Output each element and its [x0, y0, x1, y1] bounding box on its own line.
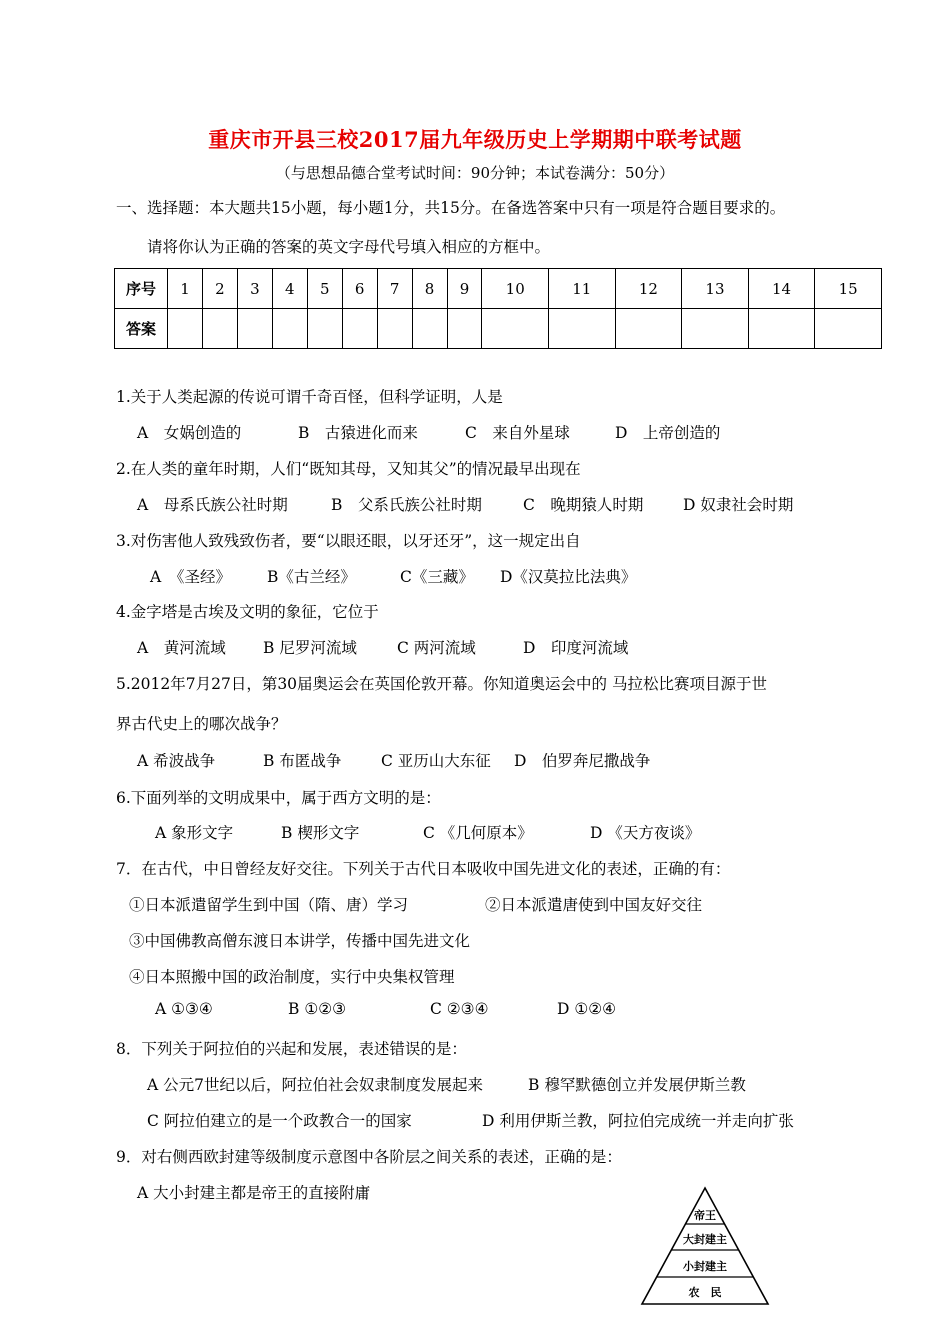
- question-8-option-a: A 公元7世纪以后，阿拉伯社会奴隶制度发展起来: [147, 1076, 483, 1094]
- answer-cell[interactable]: [682, 309, 749, 349]
- answer-table-number-label: 序号: [115, 269, 168, 309]
- answer-cell[interactable]: [202, 309, 237, 349]
- question-8-option-b: B 穆罕默德创立并发展伊斯兰教: [528, 1076, 746, 1094]
- answer-number: 2: [202, 269, 237, 309]
- question-5-stem-continued: 界古代史上的哪次战争？: [116, 715, 287, 733]
- answer-table-number-row: [115, 269, 882, 309]
- answer-number: 11: [549, 269, 616, 309]
- question-3-stem: 3.对伤害他人致残致伤者，要“以眼还眼，以牙还牙”，这一规定出自: [116, 532, 581, 550]
- answer-number: 10: [482, 269, 549, 309]
- question-6-option-d: D 《天方夜谈》: [590, 824, 701, 842]
- question-4-option-a: A 黄河流域: [137, 639, 226, 657]
- pyramid-level-small-lords: 小封建主: [683, 1260, 727, 1273]
- question-6-option-b: B 楔形文字: [281, 824, 360, 842]
- question-2-option-a: A 母系氏族公社时期: [137, 496, 288, 514]
- question-2-option-c: C 晚期猿人时期: [523, 496, 644, 514]
- answer-number: 4: [272, 269, 307, 309]
- question-1-option-b: B 古猿进化而来: [298, 424, 418, 442]
- answer-table: [114, 268, 882, 349]
- question-7-statement-1: ①日本派遣留学生到中国（隋、唐）学习: [129, 896, 409, 914]
- question-4-option-d: D 印度河流域: [523, 639, 629, 657]
- question-5-option-a: A 希波战争: [137, 752, 216, 770]
- answer-cell[interactable]: [237, 309, 272, 349]
- question-7-statement-3: ③中国佛教高僧东渡日本讲学，传播中国先进文化: [129, 932, 471, 950]
- answer-cell[interactable]: [815, 309, 882, 349]
- answer-number: 5: [307, 269, 342, 309]
- question-2-stem: 2.在人类的童年时期，人们“既知其母，又知其父”的情况最早出现在: [116, 460, 581, 478]
- question-1-option-a: A 女娲创造的: [137, 424, 242, 442]
- pyramid-level-great-lords: 大封建主: [683, 1233, 727, 1246]
- question-6-option-a: A 象形文字: [155, 824, 234, 842]
- answer-number: 3: [237, 269, 272, 309]
- answer-cell[interactable]: [307, 309, 342, 349]
- pyramid-level-emperor: 帝王: [694, 1209, 716, 1222]
- question-7-option-b: B ①②③: [288, 1000, 347, 1018]
- answer-cell[interactable]: [549, 309, 616, 349]
- exam-info: （与思想品德合堂考试时间：90分钟；本试卷满分：50分）: [275, 164, 675, 182]
- answer-table-answer-row: [115, 309, 882, 349]
- section-heading: 一、选择题：本大题共15小题，每小题1分，共15分。在备选答案中只有一项是符合题目要求的。: [116, 199, 786, 217]
- question-3-option-c: C《三藏》: [400, 568, 474, 586]
- question-7-statement-2: ②日本派遣唐使到中国友好交往: [485, 896, 703, 914]
- page-title: 重庆市开县三校2017届九年级历史上学期期中联考试题: [208, 127, 742, 152]
- question-3-option-b: B《古兰经》: [267, 568, 356, 586]
- question-4-option-b: B 尼罗河流域: [263, 639, 357, 657]
- question-4-option-c: C 两河流域: [397, 639, 476, 657]
- answer-number: 12: [615, 269, 682, 309]
- answer-number: 1: [168, 269, 203, 309]
- question-7-statement-4: ④日本照搬中国的政治制度，实行中央集权管理: [129, 968, 455, 986]
- question-8-option-d: D 利用伊斯兰教，阿拉伯完成统一并走向扩张: [482, 1112, 794, 1130]
- question-5-option-b: B 布匿战争: [263, 752, 342, 770]
- answer-number: 9: [447, 269, 482, 309]
- pyramid-level-peasants: 农 民: [688, 1286, 722, 1299]
- question-5-stem: 5.2012年7月27日，第30届奥运会在英国伦敦开幕。你知道奥运会中的 马拉松比赛项目源于世: [116, 675, 767, 693]
- question-7-stem: 7．在古代，中日曾经友好交往。下列关于古代日本吸收中国先进文化的表述，正确的有：: [116, 860, 731, 878]
- question-1-option-c: C 来自外星球: [465, 424, 570, 442]
- question-3-option-d: D《汉莫拉比法典》: [500, 568, 637, 586]
- question-3-option-a: A 《圣经》: [150, 568, 231, 586]
- answer-cell[interactable]: [168, 309, 203, 349]
- answer-number: 13: [682, 269, 749, 309]
- answer-cell[interactable]: [342, 309, 377, 349]
- question-5-option-c: C 亚历山大东征: [381, 752, 491, 770]
- question-4-stem: 4.金字塔是古埃及文明的象征，它位于: [116, 603, 379, 621]
- answer-table-answer-label: 答案: [115, 309, 168, 349]
- answer-cell[interactable]: [412, 309, 447, 349]
- question-7-option-c: C ②③④: [430, 1000, 489, 1018]
- answer-number: 7: [377, 269, 412, 309]
- answer-cell[interactable]: [377, 309, 412, 349]
- question-1-stem: 1.关于人类起源的传说可谓千奇百怪，但科学证明，人是: [116, 388, 503, 406]
- answer-number: 6: [342, 269, 377, 309]
- question-6-option-c: C 《几何原本》: [423, 824, 533, 842]
- answer-number: 14: [748, 269, 815, 309]
- question-8-option-c: C 阿拉伯建立的是一个政教合一的国家: [147, 1112, 412, 1130]
- question-9-option-a: A 大小封建主都是帝王的直接附庸: [137, 1184, 371, 1202]
- question-9-stem: 9．对右侧西欧封建等级制度示意图中各阶层之间关系的表述，正确的是：: [116, 1148, 622, 1166]
- answer-cell[interactable]: [615, 309, 682, 349]
- answer-number: 15: [815, 269, 882, 309]
- question-6-stem: 6.下面列举的文明成果中，属于西方文明的是：: [116, 789, 441, 807]
- question-1-option-d: D 上帝创造的: [615, 424, 721, 442]
- question-2-option-d: D 奴隶社会时期: [683, 496, 794, 514]
- question-7-option-a: A ①③④: [155, 1000, 213, 1018]
- question-2-option-b: B 父系氏族公社时期: [331, 496, 482, 514]
- answer-cell[interactable]: [447, 309, 482, 349]
- question-7-option-d: D ①②④: [557, 1000, 617, 1018]
- answer-number: 8: [412, 269, 447, 309]
- feudal-hierarchy-pyramid: [640, 1186, 770, 1306]
- answer-cell[interactable]: [272, 309, 307, 349]
- question-8-stem: 8．下列关于阿拉伯的兴起和发展，表述错误的是：: [116, 1040, 467, 1058]
- section-instruction: 请将你认为正确的答案的英文字母代号填入相应的方框中。: [147, 238, 551, 256]
- answer-cell[interactable]: [482, 309, 549, 349]
- answer-cell[interactable]: [748, 309, 815, 349]
- question-5-option-d: D 伯罗奔尼撒战争: [514, 752, 651, 770]
